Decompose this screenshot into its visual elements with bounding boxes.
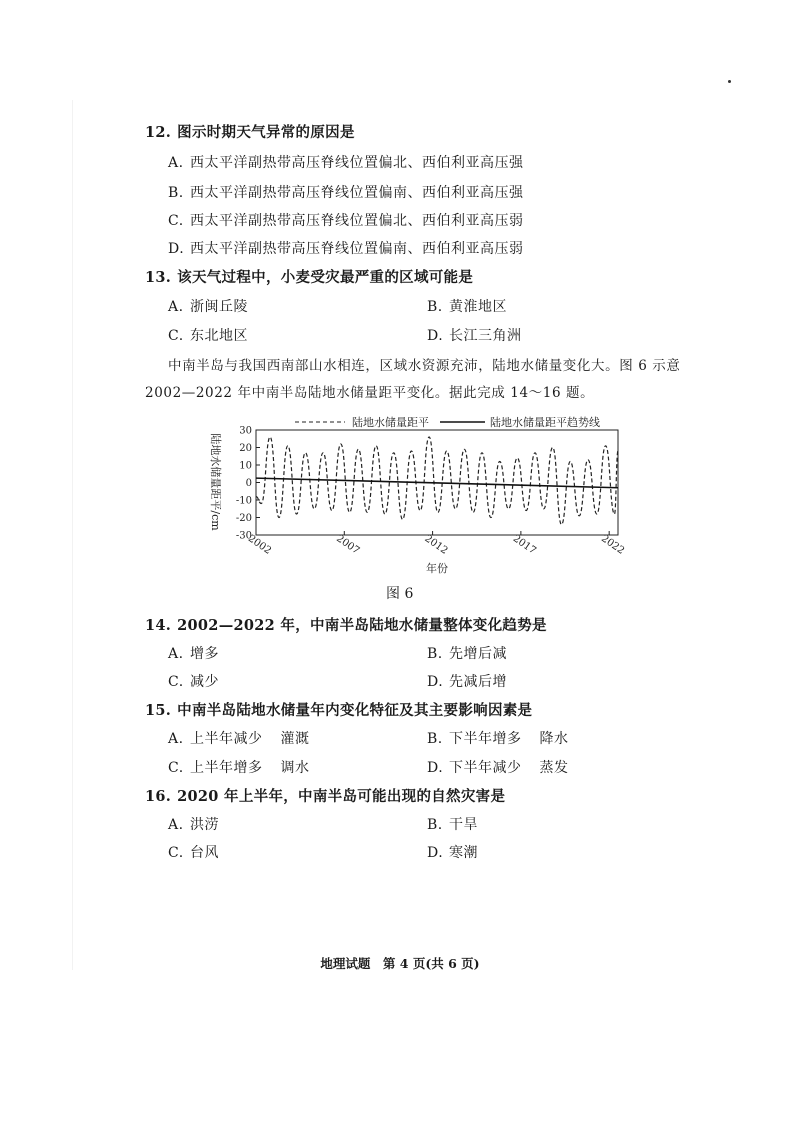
option-text: 寒潮	[449, 845, 478, 861]
option-letter: D.	[427, 845, 444, 861]
passage-line-2: 2002—2022 年中南半岛陆地水储量距平变化。据此完成 14～16 题。	[145, 385, 595, 401]
x-tick-label: 2002	[245, 533, 274, 557]
q14-option-a[interactable]	[168, 643, 219, 663]
option-text: 西太平洋副热带高压脊线位置偏南、西伯利亚高压强	[190, 185, 524, 201]
y-axis-label: 陆地水储量距平/cm	[209, 433, 222, 531]
q13-option-a[interactable]	[168, 296, 248, 316]
q16-option-d[interactable]	[427, 842, 478, 862]
question-text: 2002—2022 年，中南半岛陆地水储量整体变化趋势是	[177, 617, 547, 634]
scan-margin-line	[72, 100, 73, 970]
option-text: 先增后减	[449, 646, 507, 662]
q13-option-b[interactable]	[427, 296, 507, 316]
legend-label-trend: 陆地水储量距平趋势线	[490, 416, 600, 429]
q12-option-d[interactable]	[168, 238, 524, 258]
x-axis-label: 年份	[426, 562, 448, 575]
q16-option-b[interactable]	[427, 814, 478, 834]
y-tick-label: 10	[239, 460, 252, 472]
option-text: 上半年减少	[190, 731, 263, 747]
question-15	[145, 699, 532, 720]
q16-option-c[interactable]	[168, 842, 219, 862]
option-text: 黄淮地区	[449, 299, 507, 315]
option-text: 下半年增多	[449, 731, 522, 747]
option-text: 下半年减少	[449, 760, 522, 776]
option-text: 西太平洋副热带高压脊线位置偏南、西伯利亚高压弱	[190, 241, 524, 257]
question-text: 2020 年上半年，中南半岛可能出现的自然灾害是	[177, 788, 506, 805]
option-text: 浙闽丘陵	[190, 299, 248, 315]
option-letter: C.	[168, 760, 184, 776]
option-factor: 降水	[539, 731, 569, 747]
option-text: 长江三角洲	[449, 328, 522, 344]
x-tick-label: 2022	[599, 533, 627, 557]
option-factor: 灌溉	[280, 731, 310, 747]
scan-dot	[728, 80, 731, 83]
chart-legend	[295, 415, 600, 429]
option-letter: A.	[168, 646, 184, 662]
question-text: 图示时期天气异常的原因是	[177, 124, 355, 141]
y-tick-label: -30	[235, 530, 252, 542]
option-letter: B.	[427, 646, 443, 662]
option-letter: C.	[168, 328, 184, 344]
y-tick-label: 0	[245, 478, 252, 489]
option-letter: A.	[168, 155, 184, 171]
y-tick-label: 20	[239, 443, 252, 454]
option-text: 西太平洋副热带高压脊线位置偏北、西伯利亚高压强	[190, 155, 524, 171]
legend-label-anomaly: 陆地水储量距平	[352, 416, 429, 429]
option-letter: D.	[427, 760, 444, 776]
passage-line-1: 中南半岛与我国西南部山水相连，区域水资源充沛，陆地水储量变化大。图 6 示意	[168, 358, 681, 374]
option-text: 先减后增	[449, 674, 507, 690]
question-number: 14.	[145, 617, 172, 634]
option-letter: B.	[427, 731, 443, 747]
q15-option-b[interactable]	[427, 728, 569, 748]
option-text: 上半年增多	[190, 760, 263, 776]
option-letter: B.	[427, 299, 443, 315]
question-text: 中南半岛陆地水储量年内变化特征及其主要影响因素是	[177, 702, 533, 719]
page-footer: 地理试题 第 4 页(共 6 页)	[320, 956, 480, 971]
question-number: 12.	[145, 124, 172, 141]
figure-caption: 图 6	[386, 586, 414, 602]
y-tick-label: 30	[239, 425, 252, 437]
option-text: 洪涝	[190, 817, 219, 833]
option-factor: 调水	[280, 760, 310, 776]
option-text: 东北地区	[190, 328, 248, 344]
option-letter: D.	[427, 328, 444, 344]
q16-option-a[interactable]	[168, 814, 219, 834]
x-tick-label: 2017	[510, 533, 538, 557]
y-tick-label: -20	[235, 513, 252, 524]
question-number: 13.	[145, 269, 172, 286]
option-letter: A.	[168, 817, 184, 833]
option-letter: C.	[168, 674, 184, 690]
q14-option-d[interactable]	[427, 671, 507, 691]
q15-option-a[interactable]	[168, 728, 310, 748]
y-tick-label: -10	[235, 495, 252, 507]
q14-option-c[interactable]	[168, 671, 219, 691]
question-12	[145, 121, 355, 142]
question-13	[145, 266, 473, 287]
q12-option-c[interactable]	[168, 210, 524, 230]
question-number: 15.	[145, 702, 172, 719]
option-letter: C.	[168, 845, 184, 861]
q12-option-a[interactable]	[168, 152, 524, 172]
option-letter: C.	[168, 213, 184, 229]
option-letter: D.	[427, 674, 444, 690]
option-factor: 蒸发	[539, 760, 569, 776]
option-text: 减少	[190, 674, 219, 690]
q12-option-b[interactable]	[168, 182, 524, 202]
q15-option-c[interactable]	[168, 757, 310, 777]
option-text: 干旱	[449, 817, 478, 833]
series-anomaly-line	[256, 437, 618, 525]
q13-option-d[interactable]	[427, 325, 522, 345]
q13-option-c[interactable]	[168, 325, 248, 345]
option-letter: A.	[168, 299, 184, 315]
question-text: 该天气过程中，小麦受灾最严重的区域可能是	[177, 269, 474, 286]
option-letter: B.	[168, 185, 184, 201]
q14-option-b[interactable]	[427, 643, 507, 663]
question-16	[145, 785, 505, 806]
option-text: 台风	[190, 845, 219, 861]
option-letter: A.	[168, 731, 184, 747]
x-tick-label: 2007	[334, 533, 362, 557]
option-letter: D.	[168, 241, 185, 257]
option-text: 增多	[190, 646, 219, 662]
q15-option-d[interactable]	[427, 757, 569, 777]
option-letter: B.	[427, 817, 443, 833]
option-text: 西太平洋副热带高压脊线位置偏北、西伯利亚高压弱	[190, 213, 524, 229]
x-tick-label: 2012	[422, 533, 450, 557]
question-14	[145, 614, 547, 635]
groundwater-chart	[200, 410, 630, 580]
question-number: 16.	[145, 788, 172, 805]
